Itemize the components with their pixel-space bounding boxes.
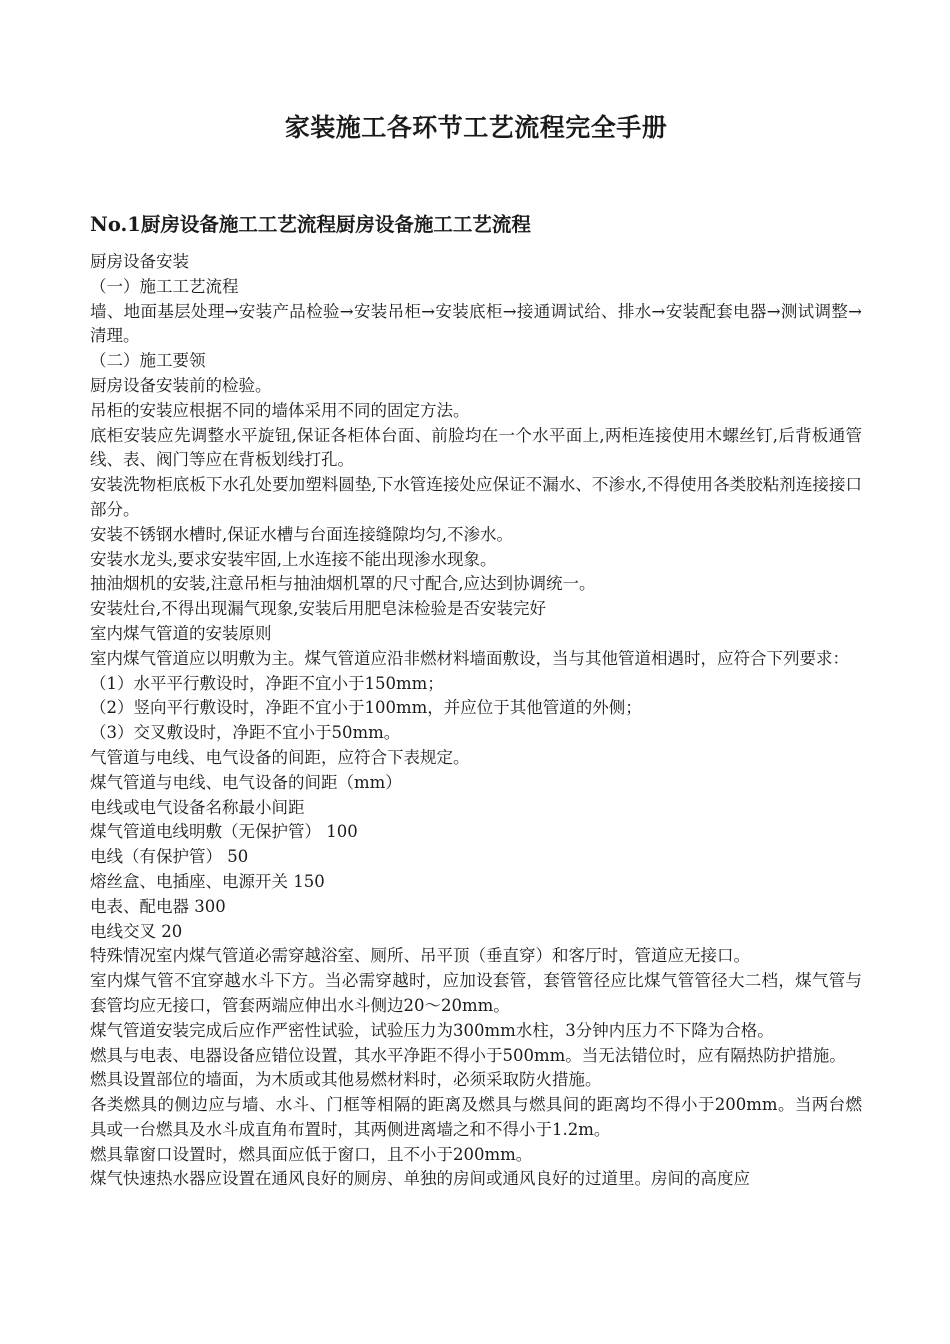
paragraph: 气管道与电线、电气设备的间距，应符合下表规定。 xyxy=(90,747,470,767)
paragraph: 室内煤气管不宜穿越水斗下方。当必需穿越时，应加设套管，套管管径应比煤气管管径大二档，煤气管与套管均应无接口，管套两端应伸出水斗侧边20～20mm。 xyxy=(90,971,862,1015)
paragraph: 安装不锈钢水槽时,保证水槽与台面连接缝隙均匀,不渗水。 xyxy=(90,524,513,544)
paragraph: 墙、地面基层处理→安装产品检验→安装吊柜→安装底柜→接通调试给、排水→安装配套电器→测试调整→清理。 xyxy=(90,301,862,346)
paragraph: 煤气管道安装完成后应作严密性试验，试验压力为300mm水柱，3分钟内压力不下降为合格。 xyxy=(90,1020,774,1040)
paragraph: 厨房设备安装 xyxy=(90,252,189,271)
paragraph: （1）水平平行敷设时，净距不宜小于150mm； xyxy=(90,673,444,693)
document-body xyxy=(90,250,862,1192)
paragraph: 室内煤气管道的安装原则 xyxy=(90,623,272,643)
paragraph: （3）交叉敷设时，净距不宜小于50mm。 xyxy=(90,723,401,743)
paragraph: 吊柜的安装应根据不同的墙体采用不同的固定方法。 xyxy=(90,400,470,420)
paragraph: 燃具设置部位的墙面，为木质或其他易燃材料时，必须采取防火措施。 xyxy=(90,1070,602,1090)
paragraph: 电表、配电器 300 xyxy=(90,896,226,916)
paragraph: 室内煤气管道应以明敷为主。煤气管道应沿非燃材料墙面敷设，当与其他管道相遇时，应符合下列要求： xyxy=(90,648,849,668)
paragraph: 安装灶台,不得出现漏气现象,安装后用肥皂沫检验是否安装完好 xyxy=(90,599,546,619)
paragraph: 熔丝盒、电插座、电源开关 150 xyxy=(90,871,325,891)
paragraph: 煤气管道与电线、电气设备的间距（mm） xyxy=(90,772,402,792)
paragraph: 底柜安装应先调整水平旋钮,保证各柜体台面、前脸均在一个水平面上,两柜连接使用木螺丝钉,后背板通管线、表、阀门等应在背板划线打孔。 xyxy=(90,425,862,470)
paragraph: 煤气快速热水器应设置在通风良好的厕房、单独的房间或通风良好的过道里。房间的高度应 xyxy=(90,1169,750,1189)
paragraph: 燃具靠窗口设置时，燃具面应低于窗口，且不小于200mm。 xyxy=(90,1144,533,1164)
paragraph: 各类燃具的侧边应与墙、水斗、门框等相隔的距离及燃具与燃具间的距离均不得小于200mm。当两台燃具或一台燃具及水斗成直角布置时，其两侧进离墙之和不得小于1.2m。 xyxy=(90,1095,862,1139)
section-heading: No.1厨房设备施工工艺流程厨房设备施工工艺流程 xyxy=(90,213,531,236)
paragraph: 煤气管道电线明敷（无保护管） 100 xyxy=(90,822,358,842)
document-title: 家装施工各环节工艺流程完全手册 xyxy=(284,113,668,142)
paragraph: 抽油烟机的安装,注意吊柜与抽油烟机罩的尺寸配合,应达到协调统一。 xyxy=(90,574,596,594)
paragraph: 厨房设备安装前的检验。 xyxy=(90,375,272,395)
paragraph: 电线或电气设备名称最小间距 xyxy=(90,797,305,817)
paragraph: （一）施工工艺流程 xyxy=(90,276,239,296)
paragraph: 安装洗物柜底板下水孔处要加塑料圆垫,下水管连接处应保证不漏水、不渗水,不得使用各类胶粘剂连接接口部分。 xyxy=(90,475,862,519)
paragraph: 安装水龙头,要求安装牢固,上水连接不能出现渗水现象。 xyxy=(90,549,497,569)
paragraph: （二）施工要领 xyxy=(90,351,206,371)
paragraph: 电线交叉 20 xyxy=(90,921,183,941)
paragraph: 电线（有保护管） 50 xyxy=(90,847,249,867)
paragraph: 燃具与电表、电器设备应错位设置，其水平净距不得小于500mm。当无法错位时，应有隔热防护措施。 xyxy=(90,1045,846,1065)
paragraph: （2）竖向平行敷设时，净距不宜小于100mm，并应位于其他管道的外侧； xyxy=(90,698,642,718)
paragraph: 特殊情况室内煤气管道必需穿越浴室、厕所、吊平顶（垂直穿）和客厅时，管道应无接口。 xyxy=(90,946,750,966)
